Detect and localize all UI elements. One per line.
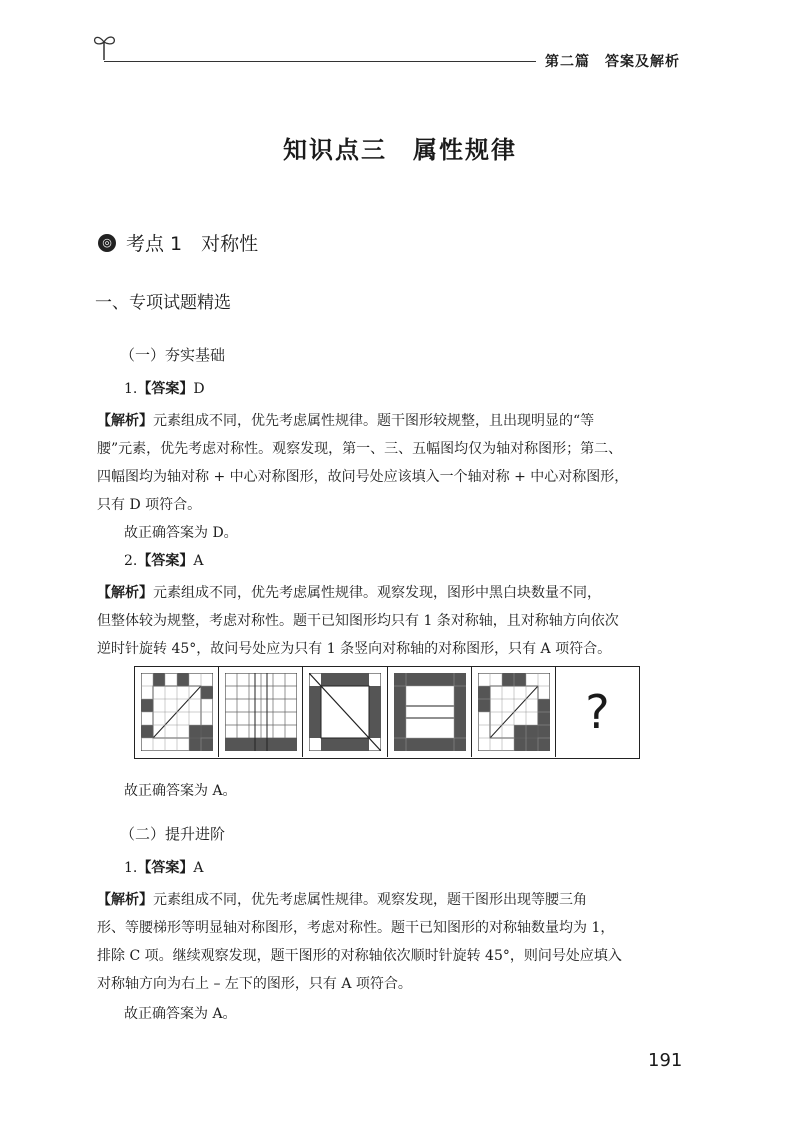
header-rule <box>104 61 536 62</box>
analysis-label: 【解析】 <box>97 585 153 601</box>
question-number: 1. <box>124 860 138 876</box>
figure-panel-1 <box>135 667 219 757</box>
figure-panel-4 <box>388 667 472 757</box>
question-mark: ? <box>585 685 610 739</box>
analysis-line: 形、等腰梯形等明显轴对称图形，考虑对称性。题干已知图形的对称轴数量均为 1， <box>97 920 615 936</box>
analysis-line: 【解析】元素组成不同，优先考虑属性规律。观察发现，题干图形出现等腰三角 <box>97 892 587 908</box>
figure-panel-5 <box>472 667 556 757</box>
grid-figure-2 <box>225 673 297 751</box>
answer-label: 【答案】 <box>137 860 194 876</box>
grid-figure-1 <box>141 673 213 751</box>
target-icon: ◎ <box>98 234 116 252</box>
analysis-line: 逆时针旋转 45°，故问号处应为只有 1 条竖向对称轴的对称图形，只有 A 项符合。 <box>97 641 612 657</box>
exam-point-heading <box>98 229 258 256</box>
grid-figure-5 <box>478 673 550 751</box>
analysis-line: 【解析】元素组成不同，优先考虑属性规律。题干图形较规整，且出现明显的“等 <box>97 413 595 429</box>
conclusion: 故正确答案为 D。 <box>124 525 238 541</box>
answer-value: A <box>193 553 204 569</box>
answer-value: A <box>193 860 204 876</box>
analysis-line: 腰”元素，优先考虑对称性。观察发现，第一、三、五幅图均仅为轴对称图形；第二、 <box>97 441 623 457</box>
analysis-line: 但整体较为规整，考虑对称性。题干已知图形均只有 1 条对称轴，且对称轴方向依次 <box>97 613 619 629</box>
question-number: 2. <box>124 553 138 569</box>
exam-point-label: 考点 1 对称性 <box>126 233 259 255</box>
figure-panel-question <box>556 667 639 757</box>
analysis-line: 只有 D 项符合。 <box>97 497 202 513</box>
conclusion: 故正确答案为 A。 <box>124 1006 237 1022</box>
grid-figure-4 <box>394 673 466 751</box>
q1-answer-line <box>124 378 205 398</box>
running-header: 第二篇 答案及解析 <box>545 54 680 70</box>
page-number: 191 <box>648 1050 683 1071</box>
sprout-icon <box>92 30 118 62</box>
conclusion: 故正确答案为 A。 <box>124 783 237 799</box>
page-title: 知识点三 属性规律 <box>283 136 517 164</box>
subsection-heading-2: （二）提升进阶 <box>120 825 226 843</box>
analysis-label: 【解析】 <box>97 892 153 908</box>
figure-sequence <box>134 666 640 759</box>
answer-label: 【答案】 <box>137 381 194 397</box>
analysis-label: 【解析】 <box>97 413 153 429</box>
q1-answer-line <box>124 857 203 877</box>
subsection-heading-1: （一）夯实基础 <box>120 346 226 364</box>
analysis-line: 排除 C 项。继续观察发现，题干图形的对称轴依次顺时针旋转 45°，则问号处应填入 <box>97 948 622 964</box>
figure-panel-2 <box>219 667 303 757</box>
analysis-line: 对称轴方向为右上 – 左下的图形，只有 A 项符合。 <box>97 976 412 992</box>
q2-answer-line <box>124 550 203 570</box>
analysis-line: 【解析】元素组成不同，优先考虑属性规律。观察发现，图形中黑白块数量不同， <box>97 585 601 601</box>
grid-figure-3 <box>309 673 381 751</box>
section-heading: 一、专项试题精选 <box>95 293 231 313</box>
figure-panel-3 <box>303 667 387 757</box>
answer-value: D <box>193 381 205 397</box>
answer-label: 【答案】 <box>137 553 194 569</box>
analysis-line: 四幅图均为轴对称 + 中心对称图形，故问号处应该填入一个轴对称 + 中心对称图形， <box>97 469 629 485</box>
question-number: 1. <box>124 381 138 397</box>
